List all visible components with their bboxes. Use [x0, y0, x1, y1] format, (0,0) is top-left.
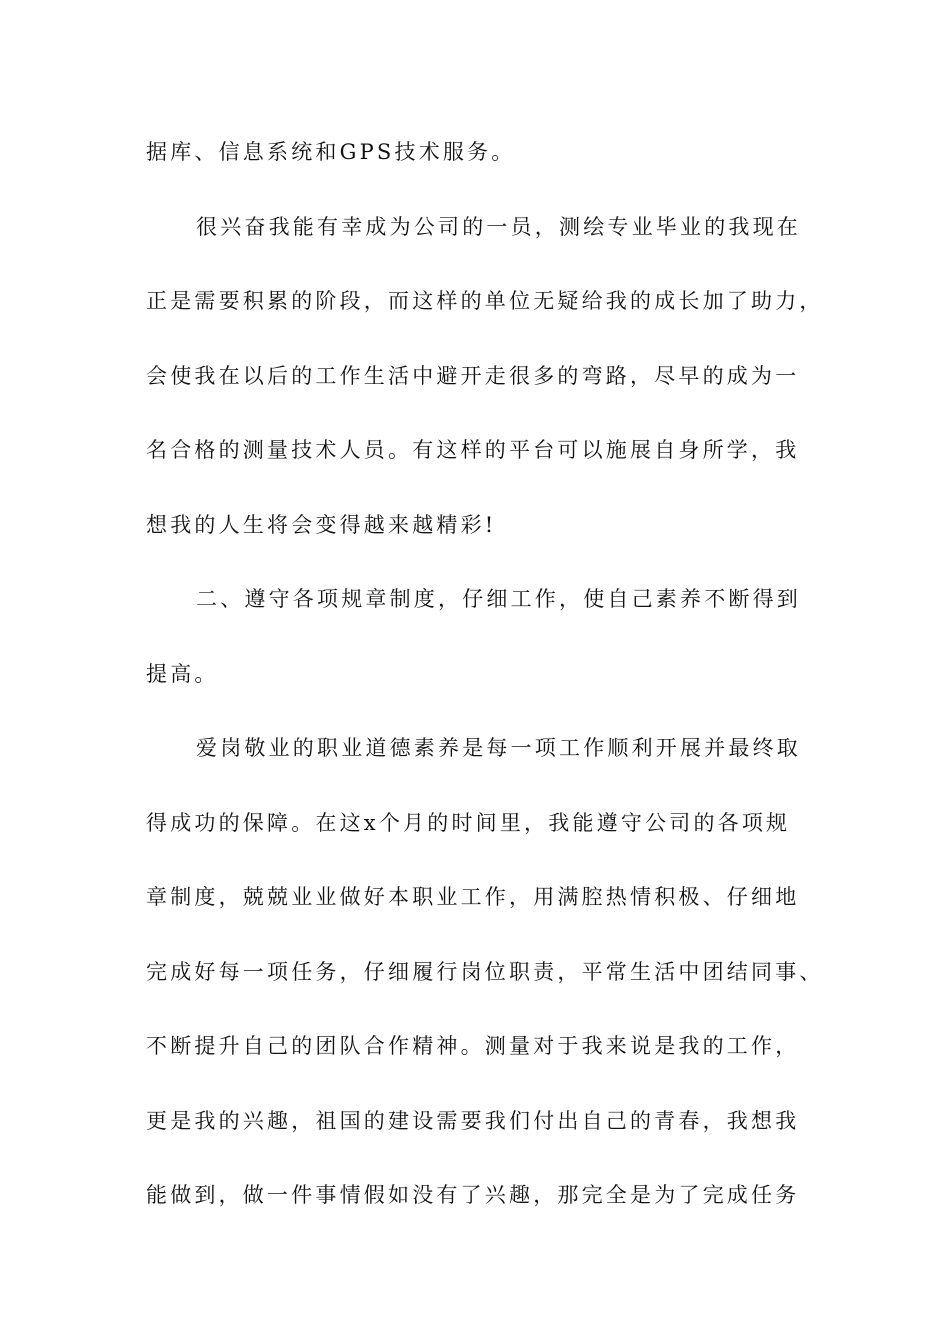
- text-line: 想我的人生将会变得越来越精彩!: [146, 512, 497, 537]
- text-line: 会使我在以后的工作生活中避开走很多的弯路，尽早的成为一: [146, 363, 800, 388]
- paragraph-start-line: 爱岗敬业的职业道德素养是每一项工作顺利开展并最终取: [196, 736, 801, 760]
- text-line: 不断提升自己的团队合作精神。测量对于我来说是我的工作，: [146, 1034, 800, 1058]
- section-heading-line: 提高。: [146, 661, 219, 686]
- text-line: 正是需要积累的阶段，而这样的单位无疑给我的成长加了助力，: [146, 289, 824, 313]
- document-body: [146, 125, 824, 1243]
- text-line: 据库、信息系统和GPS技术服务。: [146, 140, 516, 164]
- paragraph-start-line: 很兴奋我能有幸成为公司的一员，测绘专业毕业的我现在: [196, 214, 801, 239]
- text-line: 能做到，做一件事情假如没有了兴趣，那完全是为了完成任务: [146, 1183, 800, 1207]
- text-line: 章制度，兢兢业业做好本职业工作，用满腔热情积极、仔细地: [146, 885, 800, 909]
- text-line: 更是我的兴趣，祖国的建设需要我们付出自己的青春，我想我: [146, 1108, 800, 1133]
- text-line: 名合格的测量技术人员。有这样的平台可以施展自身所学，我: [146, 438, 800, 462]
- section-heading-line: 二、遵守各项规章制度，仔细工作，使自己素养不断得到: [196, 587, 801, 611]
- text-line: 完成好每一项任务，仔细履行岗位职责，平常生活中团结同事、: [146, 959, 824, 984]
- text-line: 得成功的保障。在这x个月的时间里，我能遵守公司的各项规: [146, 810, 791, 835]
